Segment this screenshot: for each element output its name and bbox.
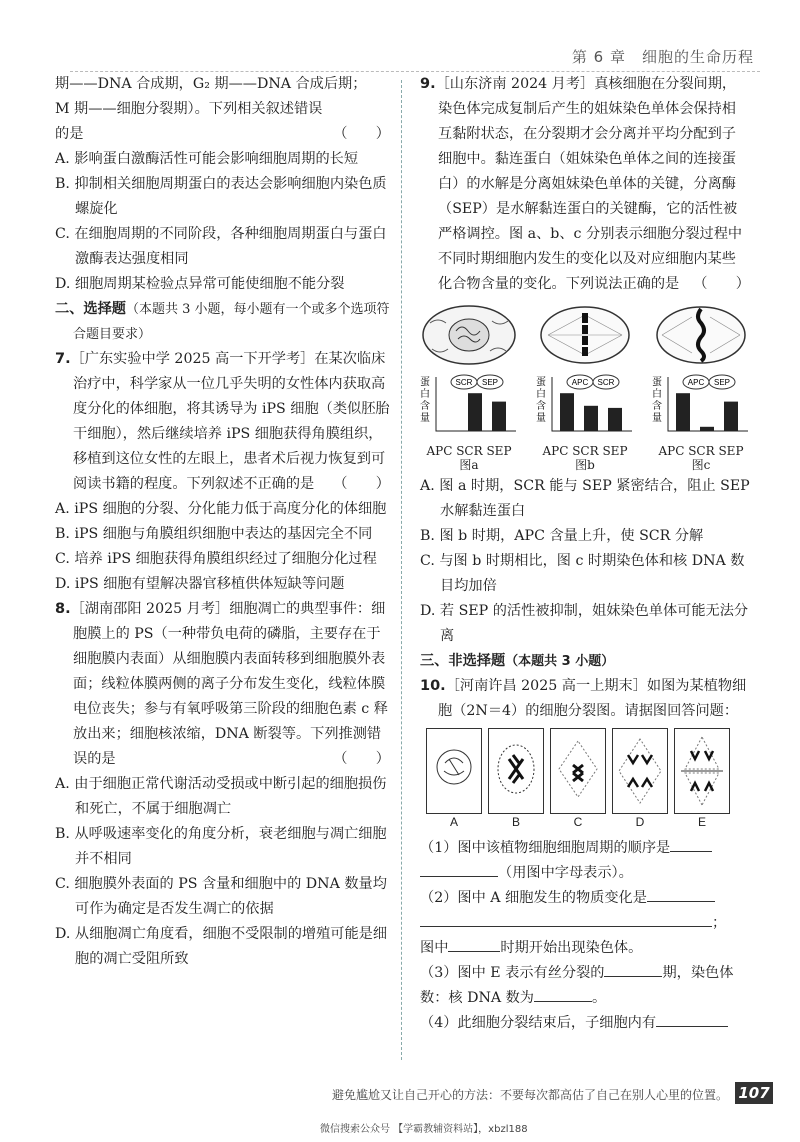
- q7-option-a: A. iPS 细胞的分裂、分化能力低于高度分化的体细胞: [55, 501, 387, 517]
- q9-bar-charts: [420, 373, 750, 472]
- q6-option-a: A. 影响蛋白激酶活性可能会影响细胞周期的长短: [55, 151, 359, 167]
- q7-option-b: B. iPS 细胞与角膜组织细胞中表达的基因完全不同: [55, 526, 373, 542]
- bar-chart-a-title: 图a: [459, 458, 479, 472]
- q10-sub4: （4）此细胞分裂结束后，子细胞内有: [420, 1011, 750, 1036]
- q6-continuation: 期——DNA 合成期，G₂ 期——DNA 合成后期；: [55, 76, 367, 92]
- bar-apc: [560, 393, 574, 431]
- y-axis-label-char: 含: [536, 401, 546, 412]
- protein-tag-label: SCR: [455, 378, 473, 387]
- q6-option-b: B. 抑制相关细胞周期蛋白的表达会影响细胞内染色质螺旋化: [55, 176, 387, 217]
- division-label: D: [635, 815, 645, 829]
- q10-sub2-cont: ；: [420, 911, 750, 936]
- bar-sep: [492, 402, 506, 431]
- answer-blank[interactable]: [534, 1001, 592, 1002]
- answer-blank[interactable]: [420, 926, 712, 927]
- q9-cell-figures: [420, 303, 750, 367]
- right-column: [420, 72, 750, 1036]
- cell-metaphase-figure: [536, 303, 634, 367]
- bar-chart-a: [420, 373, 518, 472]
- bar-chart-b-xlabels: APC SCR SEP: [542, 444, 628, 458]
- bar-chart-c-plot: [652, 373, 750, 435]
- protein-tag-label: SEP: [481, 378, 499, 387]
- q10-sub1-cont: （用图中字母表示）。: [420, 861, 750, 886]
- division-label: B: [511, 815, 520, 829]
- q6-option-d: D. 细胞周期某检验点异常可能使细胞不能分裂: [55, 276, 345, 292]
- q8-option-b: B. 从呼吸速率变化的角度分析，衰老细胞与凋亡细胞并不相同: [55, 826, 387, 867]
- division-cell-a: [426, 728, 482, 814]
- division-cell-b: [488, 728, 544, 814]
- division-cell-labels: [426, 814, 750, 830]
- bar-chart-a-plot: [420, 373, 518, 435]
- y-axis-label-char: 白: [652, 389, 662, 400]
- footer-quote: 避免尴尬又让自己开心的方法：不要每次都高估了自己在别人心里的位置。: [332, 1088, 729, 1102]
- q10-division-figure: [426, 728, 750, 814]
- y-axis-label-char: 含: [420, 401, 430, 412]
- left-column: [55, 72, 390, 972]
- bar-scr: [700, 427, 714, 431]
- q10-sub2-cont2: 图中 时期开始出现染色体。: [420, 940, 643, 956]
- division-label: A: [449, 815, 458, 829]
- q6-continuation: M 期——细胞分裂期）。下列相关叙述错误: [55, 101, 323, 117]
- y-axis-label-char: 蛋: [420, 377, 430, 388]
- y-axis-label-char: 量: [652, 413, 662, 424]
- bar-chart-c: [652, 373, 750, 472]
- bar-sep: [724, 402, 738, 431]
- answer-blank[interactable]: [656, 1026, 728, 1027]
- page-number: 107: [735, 1082, 773, 1104]
- q8-stem: 8.［湖南邵阳 2025 月考］细胞凋亡的典型事件：细胞膜上的 PS（一种带负电荷的磷脂，主要存在于细胞膜内表面）从细胞膜内表面转移到细胞膜外表面；线粒体膜两侧的离子分布发生变化，线粒体膜电位丧失；参与有氧呼吸第三阶段的细胞色素 c 释放出来；细胞核浓缩，DNA 断裂等。下列推测错误的是 （ ）: [55, 601, 390, 767]
- q8-option-a: A. 由于细胞正常代谢活动受损或中断引起的细胞损伤和死亡，不属于细胞凋亡: [55, 776, 387, 817]
- q6-continuation: 的是 （ ）: [55, 122, 390, 147]
- bar-scr: [584, 406, 598, 431]
- protein-tag-label: SEP: [713, 378, 731, 387]
- division-label: E: [697, 815, 706, 829]
- bar-chart-b-plot: [536, 373, 634, 435]
- q9-option-d: D. 若 SEP 的活性被抑制，姐妹染色单体可能无法分离: [420, 603, 749, 644]
- bar-scr: [468, 393, 482, 431]
- bar-chart-c-title: 图c: [691, 458, 711, 472]
- cell-anaphase-figure: [652, 303, 750, 367]
- y-axis-label-char: 量: [420, 413, 430, 424]
- division-cell-e: [674, 728, 730, 814]
- bar-chart-a-xlabels: APC SCR SEP: [426, 444, 512, 458]
- q7-option-d: D. iPS 细胞有望解决器官移植供体短缺等问题: [55, 576, 345, 592]
- q6-option-c: C. 在细胞周期的不同阶段，各种细胞周期蛋白与蛋白激酶表达强度相同: [55, 226, 387, 267]
- q7-stem: 7.［广东实验中学 2025 高一下开学考］在某次临床治疗中，科学家从一位几乎失明的女性体内获取高度分化的体细胞，将其诱导为 iPS 细胞（类似胚胎干细胞），然后继续培养 iPS 细胞获得角膜组织，移植到这位女性的左眼上，患者术后视力恢复到可阅读书籍的程度。下列叙述不正确的是 （ ）: [55, 351, 390, 492]
- bar-apc: [676, 393, 690, 431]
- q7-option-c: C. 培养 iPS 细胞获得角膜组织经过了细胞分化过程: [55, 551, 377, 567]
- bar-chart-b-title: 图b: [575, 458, 595, 472]
- y-axis-label-char: 蛋: [536, 377, 546, 388]
- footer-watermark: 微信搜索公众号 【学霸教辅资料站】，xbzl188: [320, 1124, 528, 1135]
- q8-option-d: D. 从细胞凋亡角度看，细胞不受限制的增殖可能是细胞的凋亡受阻所致: [55, 926, 388, 967]
- y-axis-label-char: 量: [536, 413, 546, 424]
- answer-blank[interactable]: [420, 876, 498, 877]
- answer-paren: （ ）: [333, 126, 390, 142]
- y-axis-label-char: 含: [652, 401, 662, 412]
- bar-chart-c-xlabels: APC SCR SEP: [658, 444, 744, 458]
- protein-tag-label: SCR: [597, 378, 615, 387]
- q10-sub3: （3）图中 E 表示有丝分裂的 期，染色体数：核 DNA 数为 。: [420, 965, 734, 1006]
- protein-tag-label: APC: [571, 378, 589, 387]
- q8-option-c: C. 细胞膜外表面的 PS 含量和细胞中的 DNA 数量均可作为确定是否发生凋亡的依据: [55, 876, 387, 917]
- q9-stem: 9.［山东济南 2024 月考］真核细胞在分裂间期，染色体完成复制后产生的姐妹染色单体会保持相互黏附状态，在分裂期才会分离并平均分配到子细胞中。黏连蛋白（姐妹染色单体之间的连接蛋白）的水解是分离姐妹染色单体的关键，分离酶（SEP）是水解黏连蛋白的关键酶，它的活性被严格调控。图 a、b、c 分别表示细胞分裂过程中不同时期细胞内发生的变化以及对应细胞内某些化合物含量的变化。下列说法正确的是 （ ）: [420, 76, 750, 292]
- bar-sep: [608, 408, 622, 431]
- cell-interphase-figure: [420, 303, 518, 367]
- chapter-title: 第 6 章 细胞的生命历程: [571, 48, 754, 66]
- answer-blank[interactable]: [448, 951, 500, 952]
- column-divider: [401, 80, 402, 1060]
- q9-option-b: B. 图 b 时期，APC 含量上升，使 SCR 分解: [420, 528, 704, 544]
- page-header: [540, 44, 760, 70]
- bar-chart-b: [536, 373, 634, 472]
- q10-sub1: （1）图中该植物细胞细胞周期的顺序是: [420, 836, 750, 861]
- protein-tag-label: APC: [687, 378, 705, 387]
- answer-blank[interactable]: [647, 901, 715, 902]
- answer-blank[interactable]: [604, 976, 662, 977]
- q10-stem: 10.［河南许昌 2025 高一上期末］如图为某植物细胞（2N＝4）的细胞分裂图。请据图回答问题：: [420, 678, 747, 719]
- q9-option-a: A. 图 a 时期，SCR 能与 SEP 紧密结合，阻止 SEP 水解黏连蛋白: [420, 478, 750, 519]
- answer-blank[interactable]: [670, 851, 712, 852]
- q9-option-c: C. 与图 b 时期相比，图 c 时期染色体和核 DNA 数目均加倍: [420, 553, 745, 594]
- division-label: C: [573, 815, 583, 829]
- section-2-heading: 二、选择题（本题共 3 小题，每小题有一个或多个选项符合题目要求）: [55, 301, 390, 342]
- y-axis-label-char: 白: [420, 389, 430, 400]
- y-axis-label-char: 蛋: [652, 377, 662, 388]
- section-3-heading: 三、非选择题（本题共 3 小题）: [420, 653, 615, 669]
- q10-sub2: （2）图中 A 细胞发生的物质变化是: [420, 886, 750, 911]
- y-axis-label-char: 白: [536, 389, 546, 400]
- division-cell-d: [612, 728, 668, 814]
- division-cell-c: [550, 728, 606, 814]
